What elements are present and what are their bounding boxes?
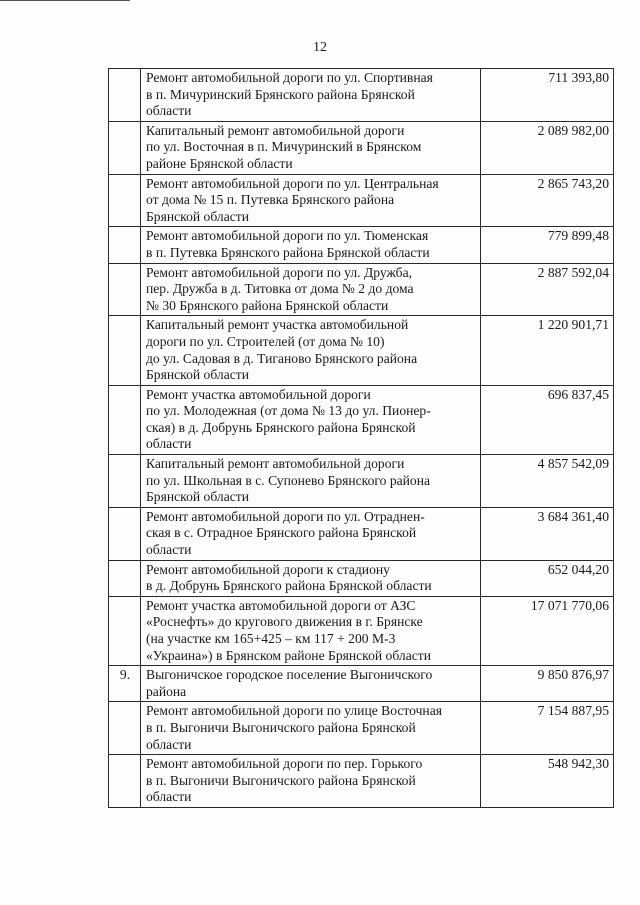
row-number (109, 316, 141, 385)
table-row (109, 702, 614, 755)
row-amount: 3 684 361,40 (481, 507, 614, 560)
scan-edge-line (0, 0, 130, 1)
row-amount: 2 887 592,04 (481, 263, 614, 316)
row-number (109, 596, 141, 665)
row-number (109, 385, 141, 454)
row-amount: 548 942,30 (481, 755, 614, 808)
row-name: Ремонт автомобильной дороги по ул. Центральная от дома № 15 п. Путевка Брянского района Брянской области (141, 174, 481, 227)
row-name: Ремонт участка автомобильной дороги по ул. Молодежная (от дома № 13 до ул. Пионер- ская) в д. Добрунь Брянского района Брянской области (141, 385, 481, 454)
table-row (109, 755, 614, 808)
row-number (109, 755, 141, 808)
table-row (109, 263, 614, 316)
row-name: Ремонт автомобильной дороги по улице Восточная в п. Выгоничи Выгоничского района Брянской области (141, 702, 481, 755)
row-name: Ремонт автомобильной дороги по ул. Спортивная в п. Мичуринский Брянского района Брянской области (141, 69, 481, 122)
row-name: Ремонт автомобильной дороги к стадиону в д. Добрунь Брянского района Брянской области (141, 560, 481, 596)
table-row (109, 455, 614, 508)
row-name: Ремонт автомобильной дороги по ул. Дружба, пер. Дружба в д. Титовка от дома № 2 до дома № 30 Брянского района Брянской области (141, 263, 481, 316)
row-number (109, 702, 141, 755)
row-name: Ремонт автомобильной дороги по ул. Отраднен- ская в с. Отрадное Брянского района Брянской области (141, 507, 481, 560)
row-number (109, 227, 141, 263)
table-row (109, 316, 614, 385)
row-name: Выгоничское городское поселение Выгоничского района (141, 666, 481, 702)
row-amount: 696 837,45 (481, 385, 614, 454)
row-number (109, 263, 141, 316)
row-amount: 652 044,20 (481, 560, 614, 596)
table-row (109, 121, 614, 174)
row-number (109, 121, 141, 174)
row-number (109, 69, 141, 122)
row-amount: 1 220 901,71 (481, 316, 614, 385)
row-name: Ремонт участка автомобильной дороги от АЗС «Роснефть» до кругового движения в г. Брянске (на участке км 165+425 – км 117 + 200 М-3 «Украина») в Брянском районе Брянской области (141, 596, 481, 665)
row-number (109, 174, 141, 227)
row-number (109, 455, 141, 508)
row-name: Ремонт автомобильной дороги по ул. Тюменская в п. Путевка Брянского района Брянской области (141, 227, 481, 263)
row-amount: 4 857 542,09 (481, 455, 614, 508)
row-name: Капитальный ремонт автомобильной дороги по ул. Восточная в п. Мичуринский в Брянском районе Брянской области (141, 121, 481, 174)
row-number (109, 560, 141, 596)
row-name: Капитальный ремонт автомобильной дороги по ул. Школьная в с. Супонево Брянского района Брянской области (141, 455, 481, 508)
page-number: 12 (313, 40, 327, 55)
row-amount: 2 865 743,20 (481, 174, 614, 227)
table-row (109, 69, 614, 122)
row-amount: 779 899,48 (481, 227, 614, 263)
row-name: Капитальный ремонт участка автомобильной дороги по ул. Строителей (от дома № 10) до ул. Садовая в д. Тиганово Брянского района Брянской области (141, 316, 481, 385)
table-row-section (109, 666, 614, 702)
row-amount: 17 071 770,06 (481, 596, 614, 665)
row-number (109, 507, 141, 560)
row-amount: 9 850 876,97 (481, 666, 614, 702)
row-amount: 2 089 982,00 (481, 121, 614, 174)
table-row (109, 596, 614, 665)
table-row (109, 385, 614, 454)
row-amount: 711 393,80 (481, 69, 614, 122)
table-row (109, 227, 614, 263)
road-repair-budget-table (108, 68, 614, 808)
table-row (109, 174, 614, 227)
row-number: 9. (109, 666, 141, 702)
row-amount: 7 154 887,95 (481, 702, 614, 755)
table-row (109, 507, 614, 560)
row-name: Ремонт автомобильной дороги по пер. Горького в п. Выгоничи Выгоничского района Брянской области (141, 755, 481, 808)
table-row (109, 560, 614, 596)
